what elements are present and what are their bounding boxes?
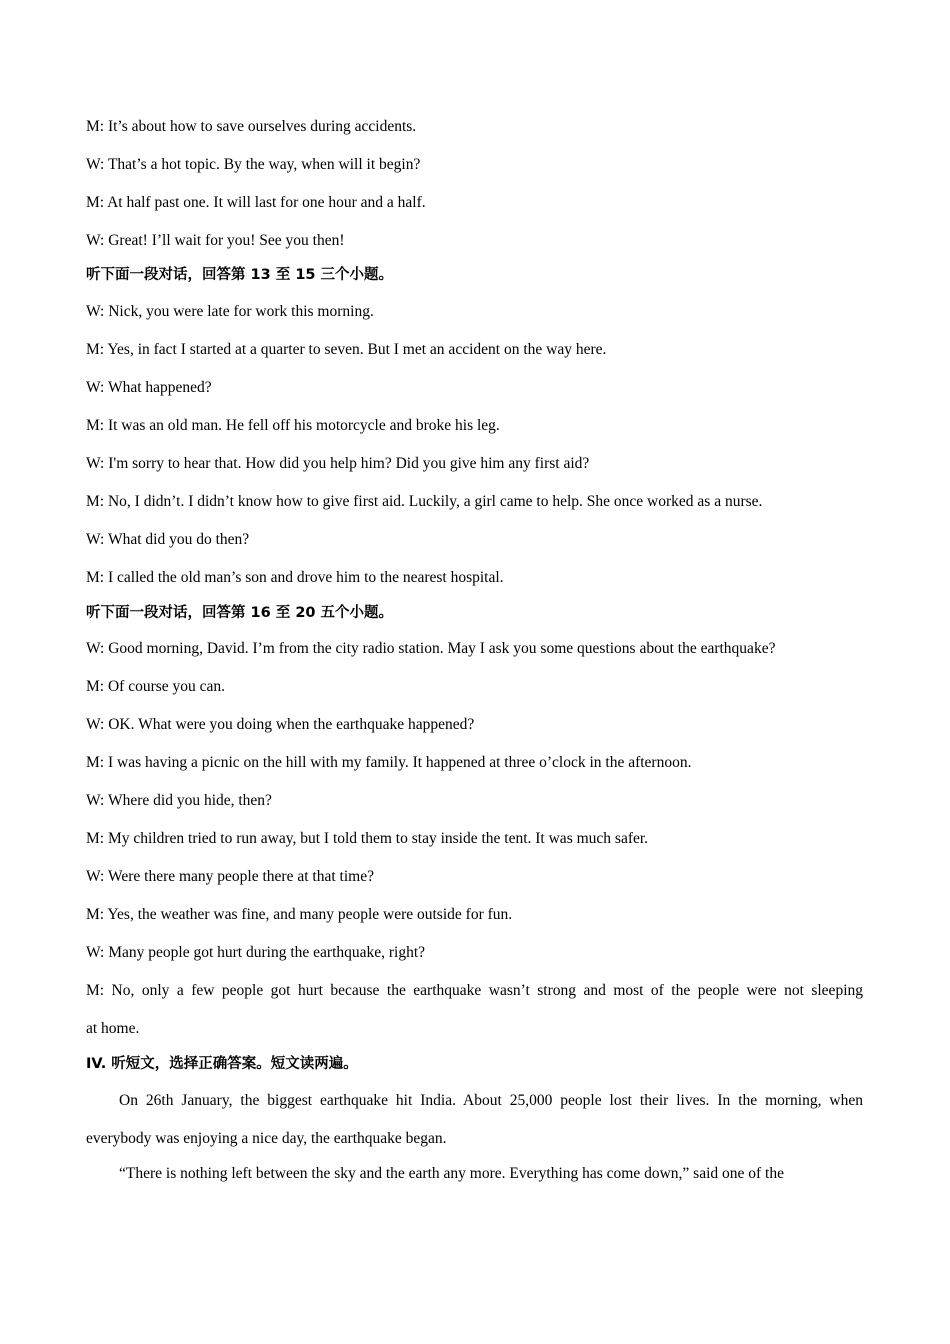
dialogue-line: M: No, only a few people got hurt because the earthquake wasn’t strong and most of the people were not sleeping <box>86 982 863 999</box>
dialogue-line: M: No, I didn’t. I didn’t know how to give first aid. Luckily, a girl came to help. She once worked as a nurse. <box>86 493 763 510</box>
section-heading: 听下面一段对话，回答第 16 至 20 五个小题。 <box>86 605 394 621</box>
dialogue-line: W: What happened? <box>86 379 212 396</box>
dialogue-line: M: At half past one. It will last for one hour and a half. <box>86 194 426 211</box>
dialogue-line: M: I called the old man’s son and drove him to the nearest hospital. <box>86 569 504 586</box>
dialogue-line: W: What did you do then? <box>86 531 250 548</box>
passage-line: On 26th January, the biggest earthquake hit India. About 25,000 people lost their lives. In the morning, when <box>119 1092 863 1109</box>
passage-line: everybody was enjoying a nice day, the earthquake began. <box>86 1130 447 1147</box>
dialogue-line: W: Good morning, David. I’m from the city radio station. May I ask you some questions about the earthquake? <box>86 640 776 657</box>
section-heading: 听下面一段对话，回答第 13 至 15 三个小题。 <box>86 267 394 283</box>
dialogue-line: W: Were there many people there at that time? <box>86 868 374 885</box>
dialogue-line: W: Many people got hurt during the earthquake, right? <box>86 944 426 961</box>
dialogue-line: M: Of course you can. <box>86 678 226 695</box>
dialogue-line: W: Nick, you were late for work this morning. <box>86 303 374 320</box>
dialogue-line: M: I was having a picnic on the hill with my family. It happened at three o’clock in the afternoon. <box>86 754 692 771</box>
dialogue-line: M: Yes, the weather was fine, and many people were outside for fun. <box>86 906 513 923</box>
dialogue-line: W: Where did you hide, then? <box>86 792 272 809</box>
dialogue-line: M: It was an old man. He fell off his motorcycle and broke his leg. <box>86 417 500 434</box>
dialogue-line: W: Great! I’ll wait for you! See you then! <box>86 232 345 249</box>
dialogue-line: M: It’s about how to save ourselves during accidents. <box>86 118 417 135</box>
passage-line: “There is nothing left between the sky and the earth any more. Everything has come down,” said one of the <box>119 1165 784 1182</box>
dialogue-line: at home. <box>86 1020 140 1037</box>
dialogue-line: M: My children tried to run away, but I told them to stay inside the tent. It was much safer. <box>86 830 649 847</box>
dialogue-line: W: I'm sorry to hear that. How did you help him? Did you give him any first aid? <box>86 455 590 472</box>
dialogue-line: M: Yes, in fact I started at a quarter to seven. But I met an accident on the way here. <box>86 341 607 358</box>
section-heading: IV. 听短文，选择正确答案。短文读两遍。 <box>86 1056 358 1072</box>
dialogue-line: W: OK. What were you doing when the earthquake happened? <box>86 716 475 733</box>
dialogue-line: W: That’s a hot topic. By the way, when will it begin? <box>86 156 421 173</box>
